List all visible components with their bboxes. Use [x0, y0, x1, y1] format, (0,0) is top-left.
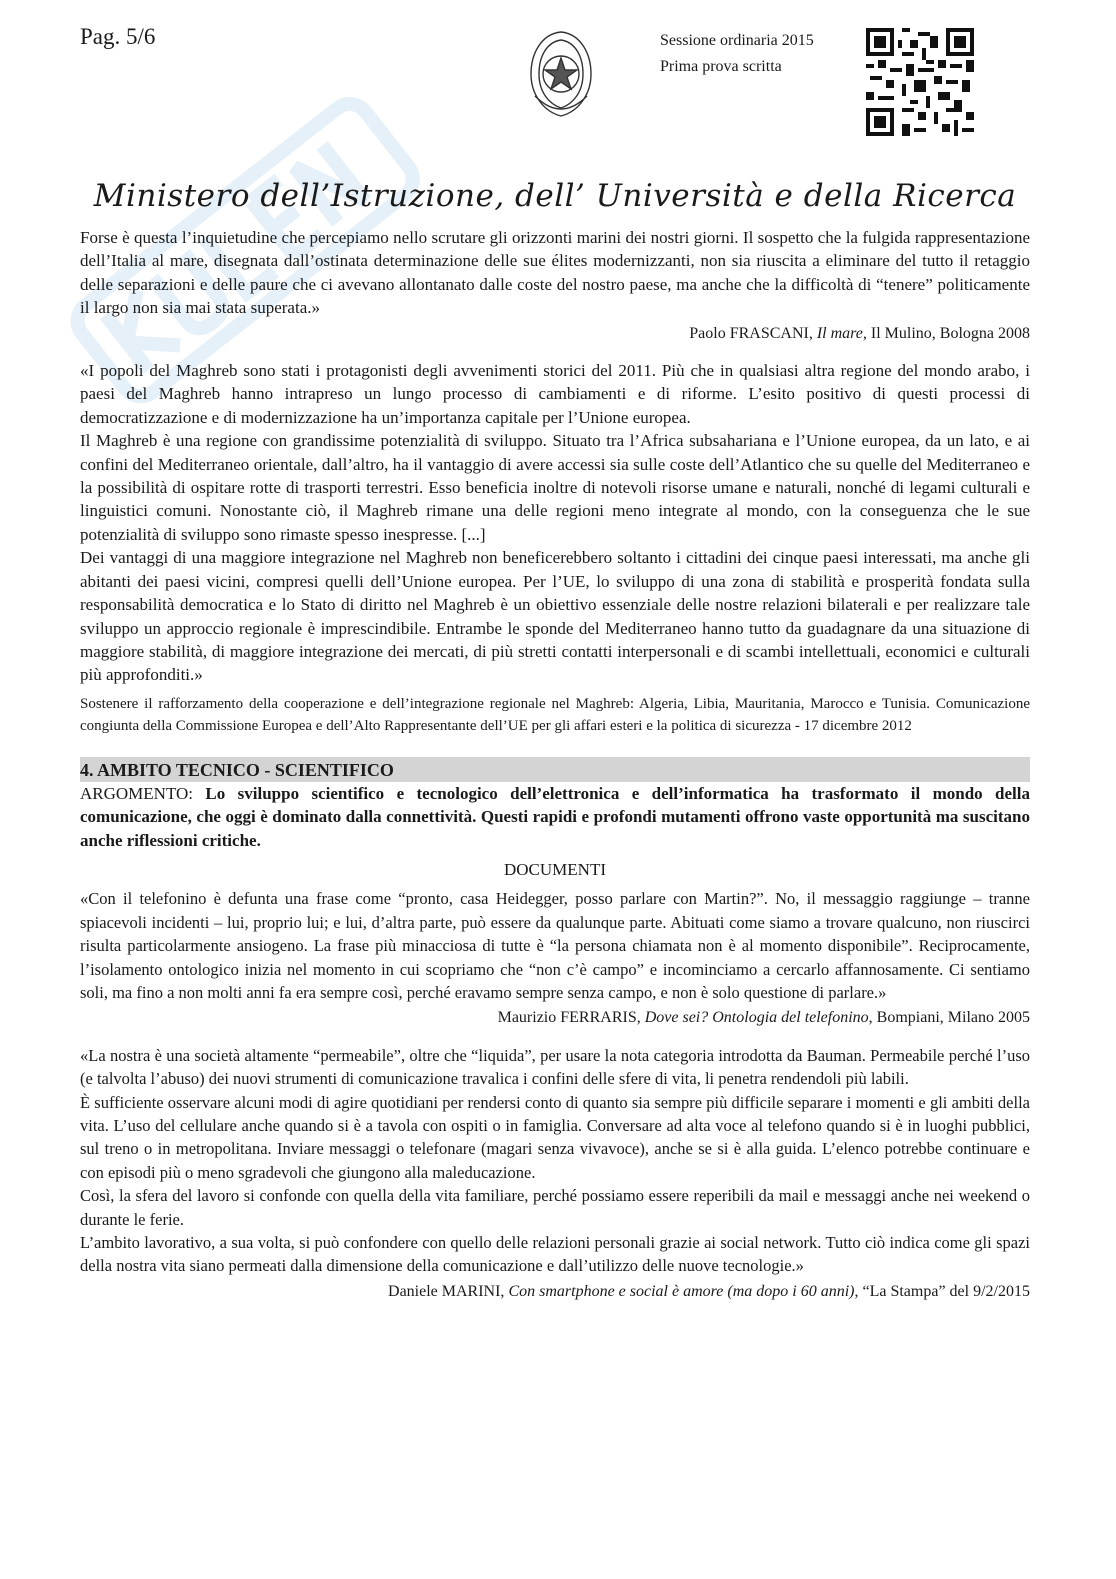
frascani-quote: Forse è questa l’inquietudine che percepiamo nello scrutare gli orizzonti marini dei nostri giorni. Il sospetto che la fulgida rappresentazione dell’Italia al mare, disegnata dall’ostinata determinazione delle sue élites modernizzanti, non sia riuscita a eliminare del tutto il retaggio delle separazioni e delle paure che ci avevano allontanato dalle coste del nostro paese, ma anche che la difficoltà di “tenere” politicamente il largo non sia mai stata superata.»: [80, 228, 1030, 318]
source-author: Paolo FRASCANI,: [689, 324, 817, 342]
argument-label: ARGOMENTO:: [80, 783, 206, 803]
source-title: Con smartphone e social è amore (ma dopo i 60 anni): [508, 1282, 855, 1300]
source-publisher: , Bompiani, Milano 2005: [868, 1009, 1030, 1027]
ferraris-quote: «Con il telefonino è defunta una frase come “pronto, casa Heidegger, posso parlare con Martin?”. No, il messaggio raggiunge – tranne spiacevoli incidenti – lui, proprio lui; e lui, d’altra parte, può essere da qualunque parte. Abituati come siamo a trovare qualcuno, non riuscirci risulta particolarmente ansiogeno. La frase più minacciosa di tutte è “la persona chiamata non è al momento disponibile”. Reciprocamente, l’isolamento ontologico inizia nel momento in cui scopriamo che “non c’è campo” e incominciamo a cercarlo affannosamente. Ci sentiamo soli, ma fino a non molti anni fa era sempre così, perché eravamo sempre senza campo, e non è solo questione di parlare.»: [80, 889, 1030, 1002]
document-body: [80, 226, 1030, 1303]
source-publisher: Il Mulino, Bologna 2008: [866, 324, 1030, 342]
argument-text: Lo sviluppo scientifico e tecnologico dell’elettronica e dell’informatica ha trasformato il mondo della comunicazione, che oggi è dominato dalla connettività. Questi rapidi e profondi mutamenti offrono vaste opportunità ma suscitano anche riflessioni critiche.: [80, 783, 1030, 850]
argument: [80, 782, 1030, 852]
maghreb-paragraph-3: Dei vantaggi di una maggiore integrazione nel Maghreb non beneficerebbero soltanto i cittadini dei cinque paesi interessati, ma anche gli abitanti dei paesi vicini, compresi quelli dell’Unione europea. Per l’UE, lo sviluppo di una zona di stabilità e prosperità fondata sulla responsabilità democratica e lo Stato di diritto nel Maghreb è un obiettivo essenziale delle nostre relazioni bilaterali e per realizzare tale sviluppo un approccio regionale è imprescindibile. Entrambe le sponde del Mediterraneo hanno tutto da guadagnare da una situazione di maggiore stabilità, di maggiore integrazione dei mercati, di più stretti contatti interpersonali e di scambi intellettuali, economici e culturali più approfonditi.»: [80, 548, 1030, 685]
maghreb-paragraph-2: Il Maghreb è una regione con grandissime potenzialità di sviluppo. Situato tra l’Africa subsahariana e l’Unione europea, da un lato, e ai confini del Mediterraneo orientale, dall’altro, ha il vantaggio di avere accessi sia sulle coste dell’Atlantico che su quelle del Mediterraneo e la possibilità di ospitare rotte di trasporti terrestri. Esso beneficia inoltre di notevoli risorse umane e naturali, nonché di legami culturali e linguistici comuni. Nonostante ciò, il Maghreb rimane una delle regioni meno integrate al mondo, con la conseguenza che le sue potenzialità di sviluppo sono rimaste spesso inespresse. [...]: [80, 431, 1030, 544]
marini-paragraph-4: L’ambito lavorativo, a sua volta, si può confondere con quello delle relazioni personali grazie ai social network. Tutto ciò indica come gli spazi della nostra vita siano permeati dalla dimensione della comunicazione e dall’utilizzo delle nuove tecnologie.»: [80, 1233, 1030, 1276]
session-label: Sessione ordinaria 2015: [660, 32, 814, 49]
source-author: Daniele MARINI,: [388, 1282, 509, 1300]
page-number: Pag. 5/6: [80, 24, 156, 49]
maghreb-source: Sostenere il rafforzamento della cooperazione e dell’integrazione regionale nel Maghreb: Algeria, Libia, Mauritania, Marocco e Tunisia. Comunicazione congiunta della Commissione Europea e dell’Alto Rappresentante dell’UE per gli affari esteri e la politica di sicurezza - 17 dicembre 2012: [80, 695, 1030, 734]
source-title: Il mare,: [816, 324, 867, 342]
ministry-title: Ministero dell’Istruzione, dell’ Università e della Ricerca: [93, 178, 1017, 214]
section-heading: 4. AMBITO TECNICO - SCIENTIFICO: [80, 757, 1030, 782]
source-author: Maurizio FERRARIS,: [497, 1009, 645, 1027]
maghreb-paragraph-1: «I popoli del Maghreb sono stati i protagonisti degli avvenimenti storici del 2011. Più che in qualsiasi altra regione del mondo arabo, i paesi del Maghreb hanno intrapreso un lungo processo di cambiamenti e di riforme. L’esito positivo di questi processi di democratizzazione e di modernizzazione ha un’importanza capitale per l’Unione europea.: [80, 361, 1030, 427]
republic-emblem-icon: [523, 26, 599, 122]
source-publisher: , “La Stampa” del 9/2/2015: [854, 1282, 1030, 1300]
ferraris-source: [80, 1006, 1030, 1029]
exam-session-info: [660, 28, 814, 80]
marini-paragraph-3: Così, la sfera del lavoro si confonde con quella della vita familiare, perché possiamo essere reperibili da mail e messaggi anche nei weekend o durante le ferie.: [80, 1186, 1030, 1229]
frascani-source: [80, 322, 1030, 345]
qr-code-icon: [866, 28, 974, 136]
documents-label: DOCUMENTI: [504, 859, 606, 879]
marini-paragraph-1: «La nostra è una società altamente “permeabile”, oltre che “liquida”, per usare la nota categoria introdotta da Bauman. Permeabile perché l’uso (e talvolta l’abuso) dei nuovi strumenti di comunicazione travalica i confini delle sfere di vita, li penetra rendendoli più labili.: [80, 1045, 1030, 1089]
source-title: Dove sei? Ontologia del telefonino: [644, 1009, 869, 1027]
marini-paragraph-2: È sufficiente osservare alcuni modi di agire quotidiani per rendersi conto di quanto sia sempre più difficile separare i momenti e gli ambiti della vita. L’uso del cellulare anche quando si è a tavola con ospiti o in famiglia. Conversare ad alta voce al telefono quando si è in luoghi pubblici, sul treno o in metropolitana. Inviare messaggi o telefonare (magari senza vivavoce), anche se si è alla guida. L’elenco potrebbe continuare e con episodi più o meno sgradevoli che giungono alla maleducazione.: [80, 1092, 1030, 1182]
marini-source: [80, 1280, 1030, 1303]
exam-label: Prima prova scritta: [660, 58, 782, 75]
